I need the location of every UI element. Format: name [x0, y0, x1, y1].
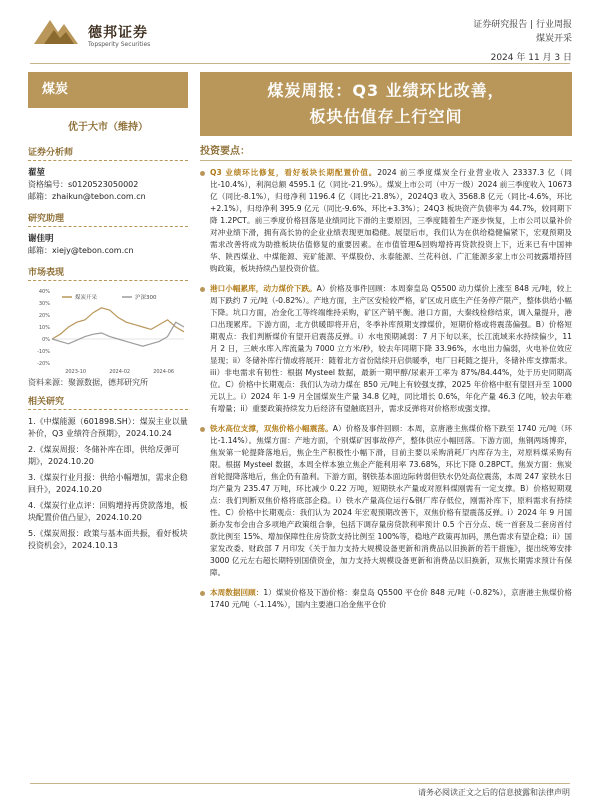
logo-mark-icon [30, 14, 82, 48]
footer-disclaimer: 请务必阅读正文之后的信息披露和法律声明 [418, 788, 570, 797]
report-type: 证券研究报告 | 行业周报 [473, 20, 572, 30]
company-logo [30, 14, 180, 50]
y-tick-label: 20% [38, 313, 50, 319]
y-tick-label: 10% [38, 325, 50, 331]
main-content [200, 72, 572, 619]
x-tick-label: 2023-10 [65, 369, 87, 375]
paragraph-body: 2024 前三季度煤炭全行业营业收入 23337.3 亿（同比-10.4%），利润总额 4595.1 亿（同比-21.9%）。煤炭上市公司（中万一级）2024 前三季度收入 10673 亿（同比-8.1%），归母净利 1196.4 亿（同比-21.8%），2024Q3 收入 3568.8 亿元（同比-4.6%，环比+2.1%），归母净利 395.9 亿元（同比-9.6%、环比+3.3%）；24Q3 板块资产负债率为 44.7%，较同期下降 1.2PCT。前三季度价格回落是业绩同比下滑的主要原因，三季度随着生产逐步恢复，上市公司以量补价对冲业绩下滑，拥有高长协的企业业绩表现更加稳健。展望后市，我们认为在供给稳健偏紧下，宏观预期及需求改善将成为助推板块估值修复的重要因素。在市值管理&回购增持再贷款投资上下，近来已有中国神华、陕西煤业、中煤能源、兖矿能源、平煤股份、永泰能源、兰花科创、广汇能源多家上市公司披露增持回购政策，板块持续凸显投资价值。 [210, 168, 573, 273]
assistant-email[interactable]: 邮箱：xiejy@tebon.com.cn [28, 246, 134, 255]
legend-label: 煤炭开采 [75, 295, 98, 301]
related-list [28, 416, 188, 552]
analyst-cert: 资格编号：s0120523050002 [28, 180, 139, 189]
paragraph-body: A）价格及事件回顾：本周，京唐港主焦煤价格下跌至 1740 元/吨（环比-1.14%）。焦煤方面：产地方面，个别煤矿因事故停产，整体供应小幅回落。下游方面，焦钢两场博弈，焦炭第一轮提降落地后，焦企生产积极性小幅下滑，目前主要以采购消耗厂内库存为主，对原料煤采购有限。根据 Mysteel 数据，本周全样本独立焦企产能利用率 73.68%，环比下降 0.28PCT。焦炭方面：焦炭首轮提降落地后，焦企仍有盈利。下游方面，钢铁基本面边际转弱但铁水仍处高位震荡，本周 247 家铁水日均产量为 235.47 万吨，环比减少 0.22 万吨，短期铁水产量或对原料煤刚需有一定支撑。B）价格短期观点：我们判断双焦价格将底部企稳。i）铁水产量高位运行&钢厂库存低位，刚需补库下，原料需求有持续性。C）价格中长期观点：我们认为 2024 年宏观预期改善下，双焦价格有望震荡反弹。i）2024 年 9 月国新办发布会由合多项地产政策组合拳，包括下调存量房贷款利率预计 0.5 个百分点、统一首套及二套房首付款比例至 15%、增加保障性住房贷款支持比例至 100%等，稳地产政策再加码，黑色需求有望企稳；ii）国家发改委、财政部 7 月印发《关于加力支持大规模设备更新和消费品以旧换新的若干措施》，提出统筹安排 3000 亿元左右超长期特别国债资金，加力支持大规模设备更新和消费品以旧换新，双焦长期需求预计有保障。 [210, 424, 573, 577]
analyst-email[interactable]: 邮箱：zhaikun@tebon.com.cn [28, 192, 146, 201]
summary-paragraph [200, 167, 572, 275]
y-tick-label: 30% [38, 301, 50, 307]
header-divider [30, 63, 570, 64]
paragraph-lead: 港口小幅累库，动力煤价下跌。 [210, 284, 317, 293]
series-line [52, 308, 184, 339]
related-section-label: 相关研究 [28, 394, 188, 410]
market-section-label: 市场表现 [28, 265, 188, 281]
series-line [52, 322, 184, 346]
bullet-icon [200, 171, 205, 176]
report-date: 2024 年 11 月 3 日 [490, 53, 572, 63]
y-tick-label: -10% [37, 349, 50, 355]
paragraph-body: A）价格及事件回顾：本周秦皇岛 Q5500 动力煤价上涨至 848 元/吨，较上周下跌约 7 元/吨（-0.82%）。产地方面，主产区安检较严格，矿区成月底生产任务停产限产，整体供给小幅下降。坑口方面，冶金化工等终端维持采购，矿区产销平衡。港口方面，大秦线检修结束，调入量提升，港口出现累库。下游方面，北方供暖即将开启，冬季补库预期支撑煤价，短期价格或将震荡偏强。B）价格短期观点：我们判断煤价有望开启震荡反弹。i）水电预期减弱：7 月下旬以来，长江流域来水持续偏少，11 月 2 日，三峡水库入库流量为 7000 立方米/秒，较去年同期下降 33.96%，水电出力偏弱，火电补位效应显现；ii）冬储补库行情或将展开：随着北方省份陆续开启供暖季，电厂日耗随之提升，冬储补库支撑需求。iii）非电需求有韧性：根据 Mysteel 数据，最新一期甲醇/尿素开工率为 87%/84.44%，处于历史同期高位。C）价格中长期观点：我们认为动力煤在 850 元/吨上有较强支撑，2025 年价格中枢有望回升至 1000 元以上。i）2024 年 1-9 月全国煤炭生产量 34.8 亿吨，同比增长 0.6%，年化产量 46.3 亿吨，较去年难有增量；ii）重要政策持续发力后经济有望触底回升，需求反弹将对价格形成强支撑。 [210, 284, 573, 413]
related-item[interactable]: 3.《煤炭行业月报：供给小幅增加，需求企稳回升》，2024.10.20 [28, 473, 188, 494]
assistant-section-label: 研究助理 [28, 211, 188, 227]
page-footer [30, 783, 570, 800]
analyst-section-label: 证券分析师 [28, 145, 188, 161]
paragraph-lead: Q3 业绩环比修复，看好板块长期配置价值。 [210, 168, 378, 177]
y-tick-label: 40% [38, 289, 50, 295]
paragraph-lead: 本周数据回顾： [210, 588, 264, 597]
summary-paragraph [200, 283, 572, 415]
x-tick-label: 2024-02 [109, 369, 131, 375]
summary-paragraph [200, 587, 572, 611]
report-title-line1: 煤炭周报：Q3 业绩环比改善， [267, 81, 505, 100]
industry-label: 煤炭 [28, 72, 188, 108]
paragraph-body: 1）煤炭价格及下游价格：秦皇岛 Q5500 平仓价 848 元/吨（-0.82%），京唐港主焦煤价格 1740 元/吨（-1.14%），国内主要港口冶金焦平仓价 [210, 588, 573, 609]
report-sector: 煤炭开采 [535, 34, 572, 44]
invest-heading: 投资要点： [200, 142, 572, 161]
y-tick-label: 0% [42, 337, 50, 343]
related-item[interactable]: 4.《煤炭行业点评：回购增持再贷款落地，板块配置价值凸显》，2024.10.20 [28, 501, 188, 522]
bullet-icon [200, 591, 205, 596]
rating: 优于大市（维持） [68, 122, 148, 133]
company-name-cn: 德邦证券 [88, 25, 148, 41]
chart-source: 资料来源：聚源数据，德邦研究所 [28, 378, 148, 387]
market-chart [28, 287, 188, 375]
related-item[interactable]: 1.《中煤能源（601898.SH）：煤炭主业以量补价，Q3 业绩符合预期》，2024.10.24 [28, 417, 188, 438]
assistant-name: 谢佳明 [28, 234, 54, 244]
report-header [0, 0, 600, 70]
bullet-icon [200, 287, 205, 292]
paragraph-lead: 铁水高位支撑，双焦价格小幅震荡。 [210, 424, 333, 433]
related-item[interactable]: 5.《煤炭周报：政策与基本面共振，看好板块投资机会》，2024.10.13 [28, 529, 188, 550]
bullet-icon [200, 427, 205, 432]
related-item[interactable]: 2.《煤炭周报：冬储补库在即，供给反弹可期》，2024.10.20 [28, 445, 180, 466]
summary-paragraph [200, 423, 572, 579]
y-tick-label: -20% [37, 361, 50, 367]
legend-label: 沪深300 [135, 295, 157, 301]
analyst-name: 翟堃 [28, 168, 46, 178]
left-sidebar [28, 72, 188, 556]
report-title [200, 72, 572, 136]
assistant-info [28, 233, 188, 257]
company-name-en: Topsperity Securities [88, 41, 151, 48]
analyst-info [28, 167, 188, 203]
market-chart-svg [28, 287, 188, 375]
report-title-line2: 板块估值存上行空间 [309, 107, 463, 126]
x-tick-label: 2024-06 [153, 369, 175, 375]
